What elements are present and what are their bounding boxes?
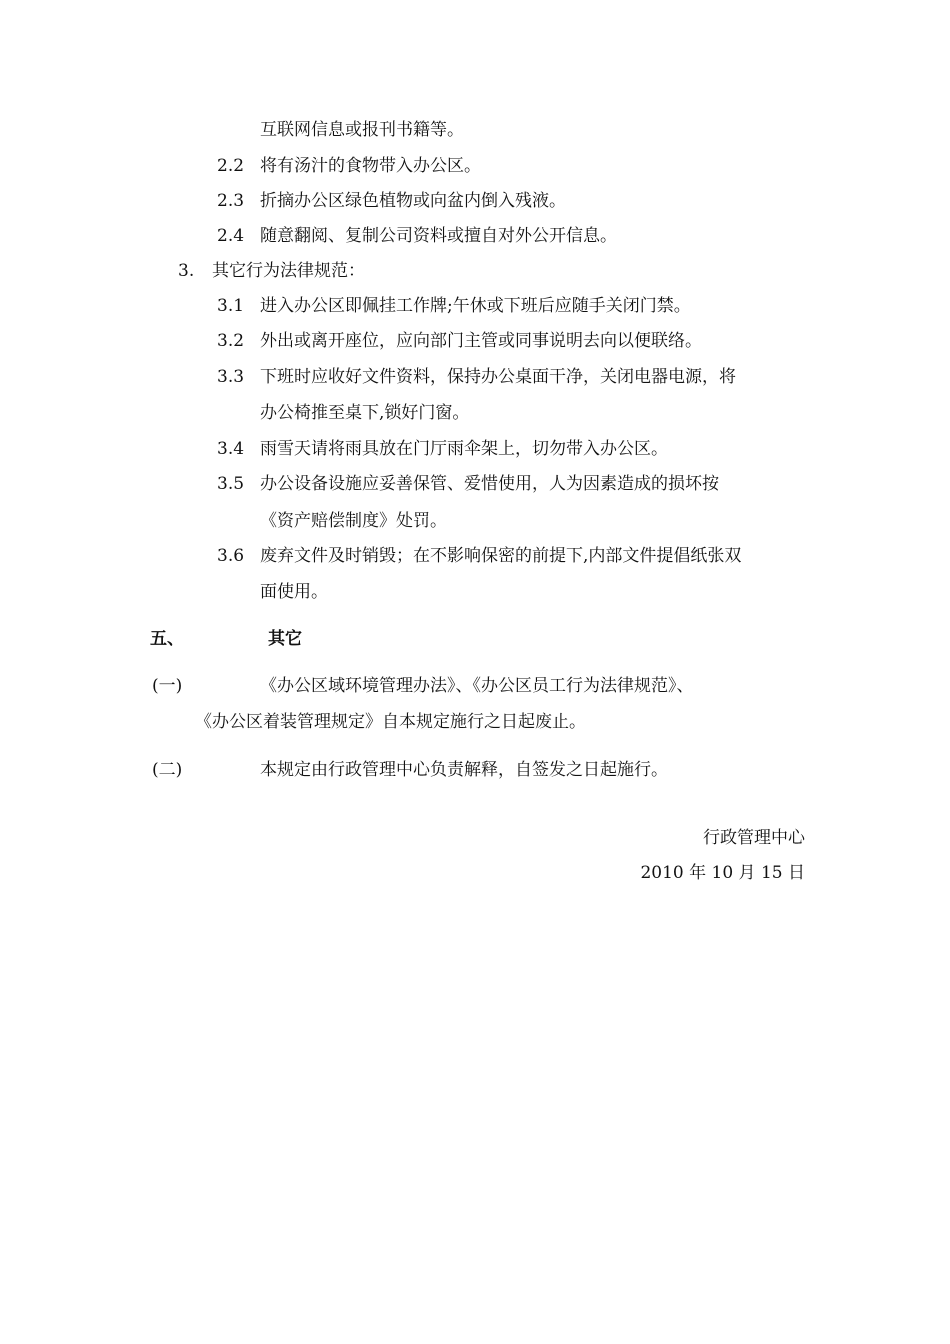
item-text-continued: 《资产赔偿制度》处罚。 bbox=[260, 511, 447, 531]
item-text: 随意翻阅、复制公司资料或擅自对外公开信息。 bbox=[260, 226, 617, 246]
item-number: 3.5 bbox=[217, 474, 245, 494]
item-number: 3.3 bbox=[217, 367, 245, 387]
chapter-number: 五、 bbox=[150, 629, 184, 649]
item-text: 废弃文件及时销毁；在不影响保密的前提下,内部文件提倡纸张双 bbox=[260, 546, 742, 566]
item-number: 3.4 bbox=[217, 439, 245, 459]
item-text: 折摘办公区绿色植物或向盆内倒入残液。 bbox=[260, 191, 566, 211]
section-title: 其它行为法律规范： bbox=[212, 261, 365, 281]
item-text: 进入办公区即佩挂工作牌;午休或下班后应随手关闭门禁。 bbox=[260, 296, 691, 316]
item-number: 2.4 bbox=[217, 226, 245, 246]
item-text: 下班时应收好文件资料，保持办公桌面干净，关闭电器电源，将 bbox=[260, 367, 736, 387]
clause-text-continued: 《办公区着装管理规定》自本规定施行之日起废止。 bbox=[195, 712, 586, 732]
item-number: 3.2 bbox=[217, 331, 245, 351]
continuation-text: 互联网信息或报刊书籍等。 bbox=[260, 120, 464, 140]
item-text: 外出或离开座位，应向部门主管或同事说明去向以便联络。 bbox=[260, 331, 702, 351]
item-text: 将有汤汁的食物带入办公区。 bbox=[260, 156, 481, 176]
signature-date: 2010 年 10 月 15 日 bbox=[640, 863, 805, 883]
section-number: 3. bbox=[178, 261, 195, 281]
item-number: 2.2 bbox=[217, 156, 245, 176]
item-number: 3.1 bbox=[217, 296, 245, 316]
clause-text: 《办公区域环境管理办法》、《办公区员工行为法律规范》、 bbox=[260, 676, 694, 696]
clause-number: (二) bbox=[152, 760, 183, 780]
clause-number: (一) bbox=[152, 676, 183, 696]
item-text: 办公设备设施应妥善保管、爱惜使用，人为因素造成的损坏按 bbox=[260, 474, 719, 494]
item-text: 雨雪天请将雨具放在门厅雨伞架上，切勿带入办公区。 bbox=[260, 439, 668, 459]
signature-org: 行政管理中心 bbox=[703, 828, 805, 848]
item-text-continued: 办公椅推至桌下,锁好门窗。 bbox=[260, 403, 470, 423]
item-number: 3.6 bbox=[217, 546, 245, 566]
chapter-title: 其它 bbox=[268, 629, 302, 649]
item-text-continued: 面使用。 bbox=[260, 582, 328, 602]
item-number: 2.3 bbox=[217, 191, 245, 211]
clause-text: 本规定由行政管理中心负责解释，自签发之日起施行。 bbox=[260, 760, 668, 780]
